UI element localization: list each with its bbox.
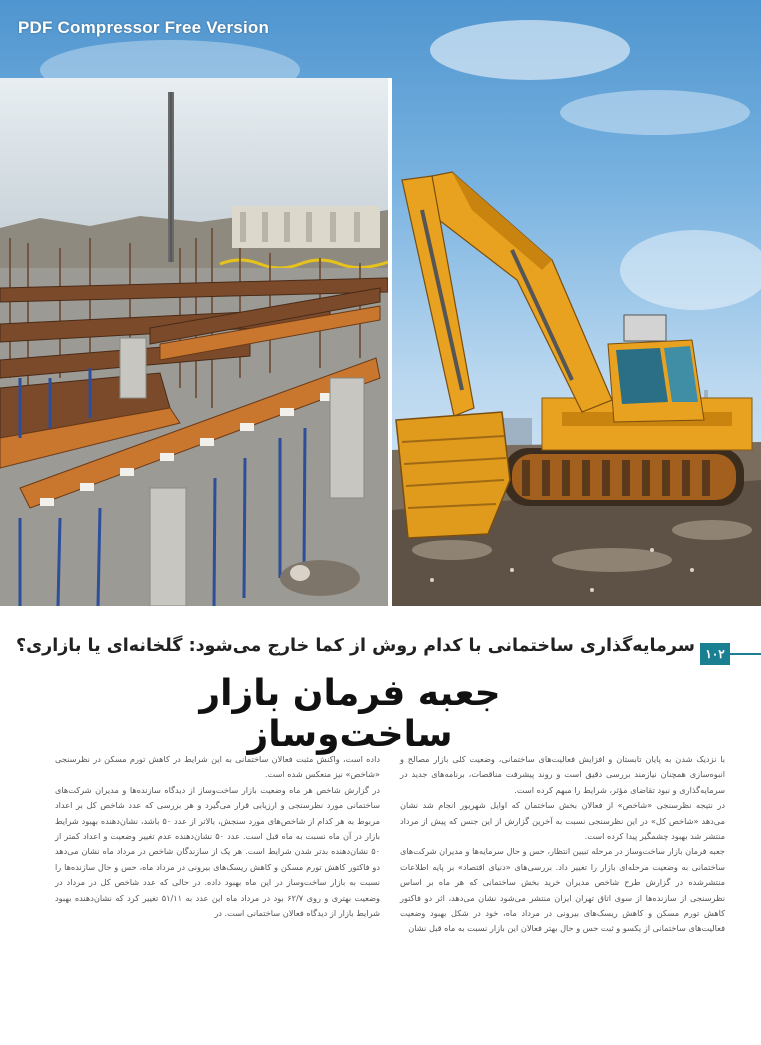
cloud-shape xyxy=(430,20,630,80)
accent-divider xyxy=(730,653,761,655)
excavator-photo xyxy=(392,150,761,606)
paragraph: در گزارش شاخص هر ماه وضعیت بازار ساخت‌وساز از دیدگاه سازنده‌ها و مدیران شرکت‌های ساختمانی مورد نظرسنجی و ارزیابی قرار می‌گیرد و هر بررسی که عدد شاخص کل بر اعداد مربوط به هر کدام از شاخص‌های مورد سنجش، بالاتر از عدد ۵۰ باشد، نشان‌دهنده بهبود شرایط بازار در آن ماه نسبت به ماه قبل است. عدد ۵۰ نشان‌دهنده عدم تغییر وضعیت و اعداد کمتر از ۵۰ نشان‌دهنده بدتر شدن شرایط است. هر یک از سازندگان شاخص در مرداد ماه نشان می‌دهد دو فاکتور کاهش تورم مسکن و کاهش ریسک‌های بیرونی در مرداد ماه، حس و حال سازنده‌ها را نسبت به بازار ساخت‌وساز در این ماه بهبود داده. در حالی که عدد شاخص کل در مرداد در وضعیت بهتری و روی ۶۲/۷ بود در مرداد ماه این عدد به ۵۱/۱۱ تغییر کرد که نشان‌دهنده بهبود شرایط بازار از دیدگاه فعالان ساختمانی است. در xyxy=(55,784,381,919)
excavator-illustration xyxy=(392,150,761,606)
construction-site-illustration xyxy=(0,78,388,606)
paragraph: جعبه فرمان بازار ساخت‌وساز در مرحله تبیین انتظار، حس و حال سرمایه‌ها و مدیران شرکت‌های ساختمانی به وضعیت مرحله‌ای بازار را تغییر داد. بررسی‌های «دنیای اقتصاد» بر پایه اطلاعات منتشرشده در گزارش طرح شاخص مدیران خرید بخش ساختمانی که هر ماه بر اساس نظرسنجی از سازنده‌ها از سوی اتاق تهران ایران منتشر می‌شود نشان می‌دهد، اثر دو فاکتور کاهش تورم مسکن و کاهش ریسک‌های بیرونی در مرداد ماه، خود در شکل بهبود وضعیت فعالیت‌های ساختمانی از یکسو و ثبت حس و حال بهتر فعالان این بازار نسبت به ماه قبل نشان xyxy=(400,846,725,934)
body-column-right xyxy=(400,752,725,937)
page-number: ۱۰۲ xyxy=(700,643,730,665)
article-title: جعبه فرمان بازار ساخت‌وساز xyxy=(199,673,501,755)
paragraph: با نزدیک شدن به پایان تابستان و افزایش فعالیت‌های ساختمانی، وضعیت کلی بازار مصالح و انبوه‌سازی همچنان نیازمند بررسی دقیق است و روند پیشرفت مناقصات، برنامه‌های جدید در سرمایه‌گذاری و نبود تقاضای مؤثر، شرایط را مبهم کرده است. xyxy=(400,754,725,795)
article-subtitle: سرمایه‌گذاری ساختمانی با کدام روش از کما خارج می‌شود: گلخانه‌ای یا بازاری؟ xyxy=(15,636,695,656)
paragraph: در نتیجه نظرسنجی «شاخص» از فعالان بخش ساختمان که اوایل شهریور انجام شد نشان می‌دهد «شاخص کل» در این نظرسنجی نسبت به آخرین گزارش از این جنس که پیش از مرداد منتشر شد بهبود چشمگیر پیدا کرده است. xyxy=(400,800,725,842)
cloud-shape xyxy=(560,90,750,135)
watermark-text: PDF Compressor Free Version xyxy=(18,18,270,37)
body-column-left xyxy=(55,752,380,921)
construction-site-photo xyxy=(0,78,392,606)
paragraph: داده است، واکنش مثبت فعالان ساختمانی به این شرایط در کاهش تورم مسکن در نظرسنجی «شاخص» نیز منعکس شده است. xyxy=(55,754,380,780)
